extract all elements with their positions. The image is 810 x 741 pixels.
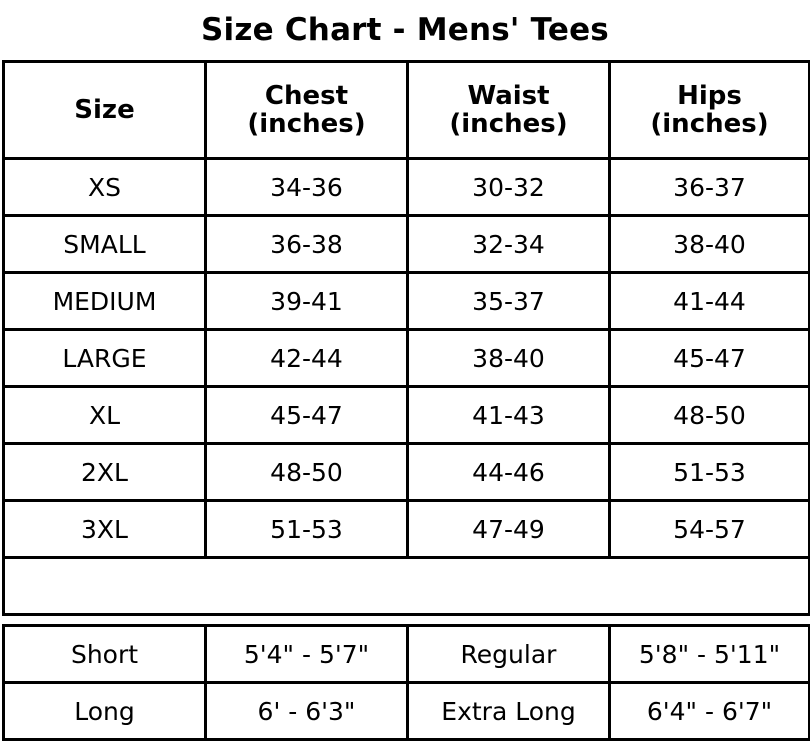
table-row [4,216,810,273]
column-header-chest [206,62,408,159]
cell-length-value-long: 6' - 6'3" [206,683,408,740]
column-header-size [4,62,206,159]
cell-size: 2XL [4,444,206,501]
table-row [4,159,810,216]
table-spacer-cell [4,558,810,615]
length-table-body [4,626,810,740]
cell-length-value-extra-long: 6'4" - 6'7" [610,683,810,740]
cell-hips: 41-44 [610,273,810,330]
table-row [4,330,810,387]
cell-waist: 35-37 [408,273,610,330]
cell-size: XL [4,387,206,444]
cell-length-label-regular: Regular [408,626,610,683]
column-header-chest-line2: (inches) [247,109,366,139]
cell-hips: 48-50 [610,387,810,444]
cell-chest: 48-50 [206,444,408,501]
table-header [4,62,810,159]
cell-chest: 45-47 [206,387,408,444]
cell-chest: 51-53 [206,501,408,558]
cell-length-value-short: 5'4" - 5'7" [206,626,408,683]
cell-waist: 47-49 [408,501,610,558]
cell-waist: 30-32 [408,159,610,216]
table-spacer-row [4,558,810,615]
column-header-waist-line2: (inches) [449,109,568,139]
cell-size: MEDIUM [4,273,206,330]
cell-length-label-extra-long: Extra Long [408,683,610,740]
cell-waist: 41-43 [408,387,610,444]
cell-chest: 42-44 [206,330,408,387]
cell-size: 3XL [4,501,206,558]
cell-length-label-long: Long [4,683,206,740]
cell-chest: 36-38 [206,216,408,273]
cell-chest: 39-41 [206,273,408,330]
column-header-waist [408,62,610,159]
cell-hips: 54-57 [610,501,810,558]
column-header-chest-line1: Chest [264,80,349,111]
cell-size: XS [4,159,206,216]
cell-hips: 38-40 [610,216,810,273]
cell-waist: 32-34 [408,216,610,273]
measurements-table [2,60,810,616]
cell-waist: 44-46 [408,444,610,501]
cell-chest: 34-36 [206,159,408,216]
cell-hips: 36-37 [610,159,810,216]
table-row [4,444,810,501]
page-title: Size Chart - Mens' Tees [201,12,609,48]
table-row [4,626,810,683]
column-header-size-line1: Size [74,94,135,125]
table-gap [0,616,810,624]
cell-hips: 45-47 [610,330,810,387]
cell-size: LARGE [4,330,206,387]
table-body [4,159,810,615]
table-row [4,501,810,558]
cell-hips: 51-53 [610,444,810,501]
column-header-hips [610,62,810,159]
cell-size: SMALL [4,216,206,273]
length-table [2,624,810,741]
cell-length-value-regular: 5'8" - 5'11" [610,626,810,683]
table-row [4,683,810,740]
table-row [4,273,810,330]
cell-waist: 38-40 [408,330,610,387]
column-header-hips-line1: Hips [677,80,742,111]
table-header-row [4,62,810,159]
cell-length-label-short: Short [4,626,206,683]
table-row [4,387,810,444]
column-header-hips-line2: (inches) [650,109,769,139]
column-header-waist-line1: Waist [467,80,550,111]
